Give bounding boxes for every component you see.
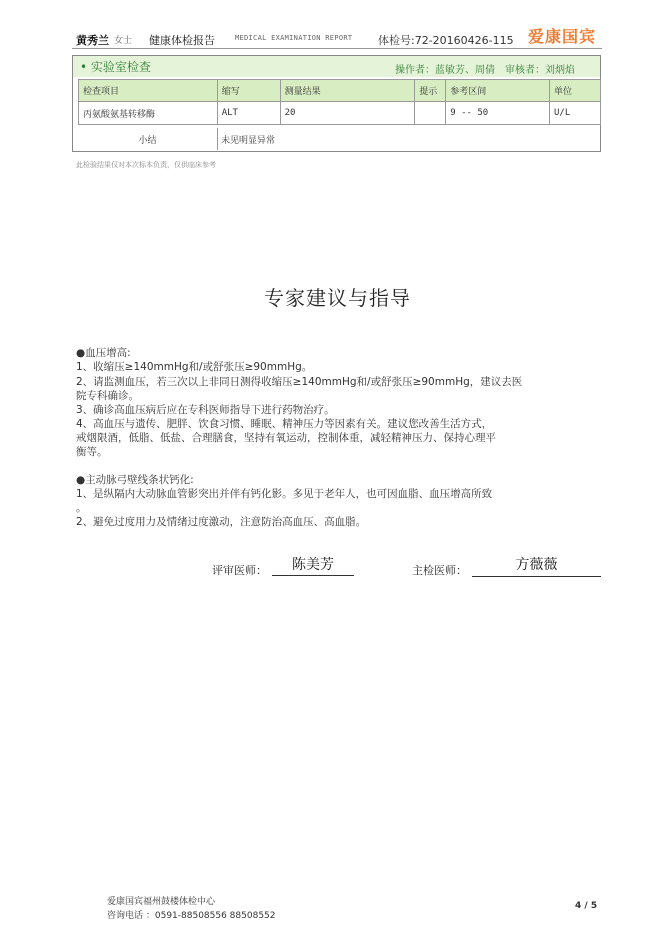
lab-table: [78, 79, 601, 125]
advice-line: 1、收缩压≥140mmHg和/或舒张压≥90mmHg。: [76, 361, 313, 373]
advice-line: ●血压增高:: [76, 347, 131, 359]
lab-section-title: • 实验室检查: [80, 60, 151, 74]
advice-line: 衡等。: [76, 446, 108, 458]
summary-value: 未见明显异常: [221, 136, 276, 146]
exam-number: 体检号:72-20160426-115: [378, 34, 514, 47]
reviewer-underline: [272, 575, 354, 576]
advice-line: ●主动脉弓壁线条状钙化:: [76, 474, 194, 486]
advice-line: 4、高血压与遗传、肥胖、饮食习惯、睡眠、精神压力等因素有关。建议您改善生活方式，: [76, 418, 493, 430]
advice-title: 专家建议与指导: [264, 286, 411, 310]
advice-line: 3、确诊高血压病后应在专科医师指导下进行药物治疗。: [76, 404, 335, 416]
lab-section-operators: 操作者：蓝敏芳、周倩 审核者：刘炳焰: [395, 65, 575, 76]
cell-result: 20: [280, 102, 415, 125]
cell-unit: U/L: [550, 102, 601, 125]
reviewer-label: 评审医师：: [212, 564, 267, 577]
cell-range: 9 -- 50: [446, 102, 550, 125]
reviewer-signature: 陈美芳: [292, 557, 334, 573]
chief-label: 主检医师：: [412, 564, 467, 577]
col-header-hint: 提示: [415, 80, 446, 102]
footer-center-name: 爱康国宾福州鼓楼体检中心: [107, 897, 216, 907]
table-header-row: [79, 80, 601, 102]
report-title: 健康体检报告: [149, 34, 215, 47]
report-title-en: MEDICAL EXAMINATION REPORT: [235, 34, 353, 42]
advice-line: 2、请监测血压，若三次以上非同日测得收缩压≥140mmHg和/或舒张压≥90mmHg，建议去医: [76, 376, 523, 388]
col-header-range: 参考区间: [446, 80, 550, 102]
advice-line: 戒烟限酒，低脂、低盐、合理膳食，坚持有氧运动，控制体重，减轻精神压力、保持心理平: [76, 432, 496, 444]
col-header-abbr: 缩写: [217, 80, 280, 102]
cell-abbr: ALT: [217, 102, 280, 125]
disclaimer-note: 此检验结果仅对本次标本负责，仅供临床参考: [76, 161, 216, 169]
col-header-item: 检查项目: [79, 80, 218, 102]
chief-signature: 方薇薇: [515, 557, 558, 573]
page-number: 4 / 5: [575, 901, 598, 911]
brand-logo: 爱康国宾: [528, 27, 597, 46]
patient-gender: 女士: [114, 36, 133, 46]
patient-name: 黄秀兰: [76, 34, 109, 47]
advice-line: 1、是纵隔内大动脉血管影突出并伴有钙化影。多见于老年人，也可因血脂、血压增高所致: [76, 488, 493, 500]
advice-line: 。: [76, 502, 87, 514]
header-divider: [72, 48, 602, 49]
summary-label: 小结: [78, 128, 218, 150]
cell-hint: [415, 102, 446, 125]
advice-line: 2、避免过度用力及情绪过度激动，注意防治高血压、高血脂。: [76, 516, 367, 528]
col-header-unit: 单位: [550, 80, 601, 102]
advice-line: 院专科确诊。: [76, 390, 139, 402]
footer-phone: 咨询电话 ：0591-88508556 88508552: [107, 911, 276, 921]
table-row: [79, 102, 601, 125]
chief-underline: [472, 576, 601, 577]
cell-item: 丙氨酸氨基转移酶: [79, 102, 218, 125]
col-header-result: 测量结果: [280, 80, 415, 102]
